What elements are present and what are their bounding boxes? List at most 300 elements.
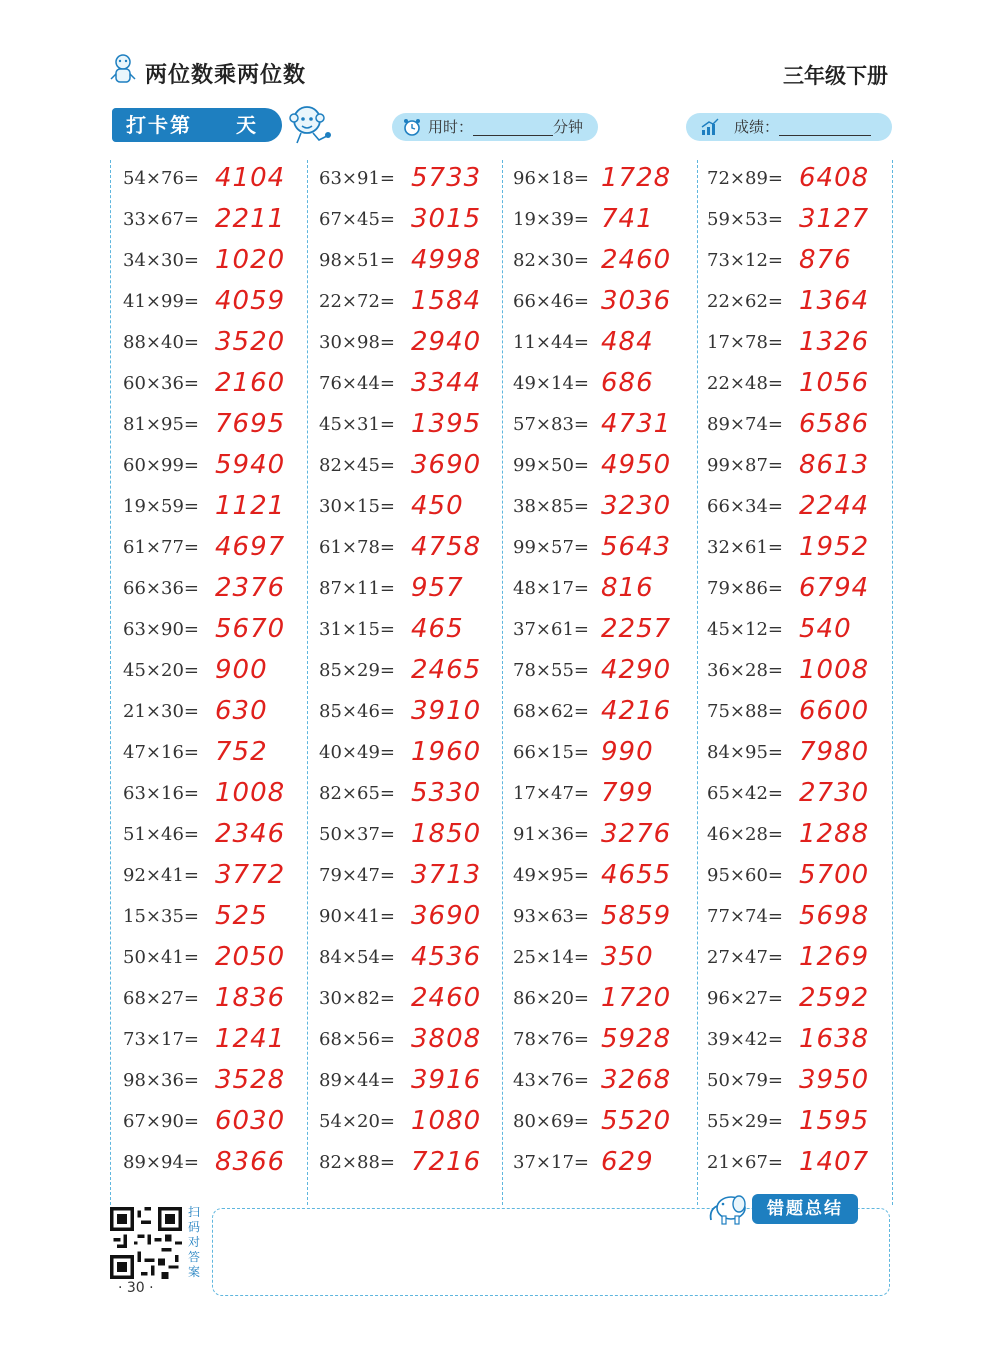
equation: 91×36= xyxy=(513,824,589,845)
equation: 41×99= xyxy=(123,291,199,312)
handwritten-answer: 4758 xyxy=(411,532,482,562)
problem-row xyxy=(123,1021,323,1062)
handwritten-answer: 6030 xyxy=(215,1106,286,1136)
handwritten-answer: 5928 xyxy=(601,1024,672,1054)
handwritten-answer: 4059 xyxy=(215,286,286,316)
problem-row xyxy=(707,447,907,488)
equation: 96×18= xyxy=(513,168,589,189)
equation: 78×76= xyxy=(513,1029,589,1050)
problem-row xyxy=(123,1144,323,1185)
equation: 60×99= xyxy=(123,455,199,476)
equation: 37×61= xyxy=(513,619,589,640)
equation: 50×37= xyxy=(319,824,395,845)
equation: 21×67= xyxy=(707,1152,783,1173)
problem-row xyxy=(707,939,907,980)
equation: 78×55= xyxy=(513,660,589,681)
problem-row xyxy=(319,816,519,857)
equation: 47×16= xyxy=(123,742,199,763)
handwritten-answer: 3910 xyxy=(411,696,482,726)
problem-row xyxy=(707,283,907,324)
problem-row xyxy=(707,324,907,365)
problem-row xyxy=(513,611,713,652)
problem-row xyxy=(513,242,713,283)
handwritten-answer: 630 xyxy=(215,696,268,726)
handwritten-answer: 8613 xyxy=(799,450,870,480)
equation: 89×94= xyxy=(123,1152,199,1173)
handwritten-answer: 5670 xyxy=(215,614,286,644)
handwritten-answer: 3036 xyxy=(601,286,672,316)
handwritten-answer: 3690 xyxy=(411,450,482,480)
equation: 50×41= xyxy=(123,947,199,968)
problem-row xyxy=(707,1144,907,1185)
problem-row xyxy=(123,898,323,939)
handwritten-answer: 2346 xyxy=(215,819,286,849)
problem-row xyxy=(123,1103,323,1144)
equation: 17×47= xyxy=(513,783,589,804)
problem-row xyxy=(319,201,519,242)
handwritten-answer: 1836 xyxy=(215,983,286,1013)
problem-row xyxy=(707,365,907,406)
handwritten-answer: 6600 xyxy=(799,696,870,726)
handwritten-answer: 4950 xyxy=(601,450,672,480)
equation: 55×29= xyxy=(707,1111,783,1132)
handwritten-answer: 876 xyxy=(799,245,852,275)
problem-row xyxy=(513,365,713,406)
problem-row xyxy=(319,242,519,283)
equation: 27×47= xyxy=(707,947,783,968)
problem-row xyxy=(319,447,519,488)
handwritten-answer: 1008 xyxy=(215,778,286,808)
equation: 89×74= xyxy=(707,414,783,435)
problem-row xyxy=(707,775,907,816)
handwritten-answer: 3713 xyxy=(411,860,482,890)
monkey-mascot-icon xyxy=(283,100,333,146)
handwritten-answer: 3808 xyxy=(411,1024,482,1054)
problem-row xyxy=(123,816,323,857)
problem-row xyxy=(513,775,713,816)
handwritten-answer: 6586 xyxy=(799,409,870,439)
equation: 51×46= xyxy=(123,824,199,845)
equation: 67×45= xyxy=(319,209,395,230)
growth-chart-icon xyxy=(700,117,720,137)
handwritten-answer: 1008 xyxy=(799,655,870,685)
problem-row xyxy=(123,857,323,898)
scan-for-answers-label: 扫码对答案 xyxy=(187,1205,200,1279)
handwritten-answer: 5643 xyxy=(601,532,672,562)
problem-row xyxy=(707,857,907,898)
handwritten-answer: 816 xyxy=(601,573,654,603)
problem-row xyxy=(319,611,519,652)
problem-row xyxy=(319,693,519,734)
handwritten-answer: 1720 xyxy=(601,983,672,1013)
problem-row xyxy=(123,775,323,816)
equation: 99×87= xyxy=(707,455,783,476)
problem-row xyxy=(707,529,907,570)
equation: 96×27= xyxy=(707,988,783,1009)
equation: 81×95= xyxy=(123,414,199,435)
equation: 92×41= xyxy=(123,865,199,886)
handwritten-answer: 6794 xyxy=(799,573,870,603)
equation: 98×51= xyxy=(319,250,395,271)
handwritten-answer: 1056 xyxy=(799,368,870,398)
equation: 88×40= xyxy=(123,332,199,353)
handwritten-answer: 3268 xyxy=(601,1065,672,1095)
handwritten-answer: 2160 xyxy=(215,368,286,398)
handwritten-answer: 5330 xyxy=(411,778,482,808)
problem-row xyxy=(123,734,323,775)
handwritten-answer: 3528 xyxy=(215,1065,286,1095)
equation: 61×78= xyxy=(319,537,395,558)
handwritten-answer: 1584 xyxy=(411,286,482,316)
problem-row xyxy=(123,365,323,406)
problem-row xyxy=(513,652,713,693)
equation: 15×35= xyxy=(123,906,199,927)
equation: 22×48= xyxy=(707,373,783,394)
handwritten-answer: 8366 xyxy=(215,1147,286,1177)
handwritten-answer: 2376 xyxy=(215,573,286,603)
equation: 89×44= xyxy=(319,1070,395,1091)
problem-row xyxy=(513,406,713,447)
problem-row xyxy=(707,693,907,734)
time-unit: 分钟 xyxy=(553,118,584,136)
equation: 30×15= xyxy=(319,496,395,517)
problem-row xyxy=(707,242,907,283)
equation: 67×90= xyxy=(123,1111,199,1132)
problem-row xyxy=(123,611,323,652)
handwritten-answer: 1952 xyxy=(799,532,870,562)
problem-row xyxy=(319,365,519,406)
equation: 63×91= xyxy=(319,168,395,189)
problem-row xyxy=(707,1062,907,1103)
equation: 82×88= xyxy=(319,1152,395,1173)
problem-row xyxy=(707,488,907,529)
problem-row xyxy=(319,652,519,693)
equation: 66×34= xyxy=(707,496,783,517)
problem-row xyxy=(319,283,519,324)
handwritten-answer: 3127 xyxy=(799,204,870,234)
problem-row xyxy=(707,570,907,611)
problem-row xyxy=(707,611,907,652)
problem-row xyxy=(513,447,713,488)
equation: 76×44= xyxy=(319,373,395,394)
handwritten-answer: 3276 xyxy=(601,819,672,849)
equation: 34×30= xyxy=(123,250,199,271)
problem-row xyxy=(513,980,713,1021)
equation: 87×11= xyxy=(319,578,395,599)
equation: 66×36= xyxy=(123,578,199,599)
problem-row xyxy=(513,488,713,529)
handwritten-answer: 799 xyxy=(601,778,654,808)
handwritten-answer: 7695 xyxy=(215,409,286,439)
equation: 48×17= xyxy=(513,578,589,599)
handwritten-answer: 1395 xyxy=(411,409,482,439)
mascot-icon xyxy=(108,52,138,88)
problem-row xyxy=(513,1062,713,1103)
problem-row xyxy=(123,283,323,324)
handwritten-answer: 2460 xyxy=(411,983,482,1013)
handwritten-answer: 2730 xyxy=(799,778,870,808)
handwritten-answer: 1288 xyxy=(799,819,870,849)
equation: 54×20= xyxy=(319,1111,395,1132)
equation: 45×20= xyxy=(123,660,199,681)
handwritten-answer: 957 xyxy=(411,573,464,603)
handwritten-answer: 4655 xyxy=(601,860,672,890)
equation: 68×62= xyxy=(513,701,589,722)
handwritten-answer: 1850 xyxy=(411,819,482,849)
equation: 73×17= xyxy=(123,1029,199,1050)
problem-row xyxy=(513,816,713,857)
problem-row xyxy=(707,160,907,201)
handwritten-answer: 1020 xyxy=(215,245,286,275)
equation: 73×12= xyxy=(707,250,783,271)
handwritten-answer: 7216 xyxy=(411,1147,482,1177)
equation: 57×83= xyxy=(513,414,589,435)
alarm-clock-icon xyxy=(402,117,422,137)
page-number: · 30 · xyxy=(118,1280,154,1296)
problem-row xyxy=(123,201,323,242)
problem-row xyxy=(513,693,713,734)
problem-row xyxy=(123,160,323,201)
handwritten-answer: 1638 xyxy=(799,1024,870,1054)
score-label: 成绩： xyxy=(734,118,780,136)
handwritten-answer: 1728 xyxy=(601,163,672,193)
problem-row xyxy=(513,201,713,242)
problem-row xyxy=(319,775,519,816)
problem-row xyxy=(123,488,323,529)
handwritten-answer: 3772 xyxy=(215,860,286,890)
equation: 72×89= xyxy=(707,168,783,189)
equation: 84×54= xyxy=(319,947,395,968)
handwritten-answer: 350 xyxy=(601,942,654,972)
grade-label: 三年级下册 xyxy=(783,64,888,88)
handwritten-answer: 4731 xyxy=(601,409,672,439)
problem-row xyxy=(123,980,323,1021)
handwritten-answer: 7980 xyxy=(799,737,870,767)
handwritten-answer: 900 xyxy=(215,655,268,685)
page-title: 两位数乘两位数 xyxy=(145,63,307,88)
handwritten-answer: 5940 xyxy=(215,450,286,480)
handwritten-answer: 2460 xyxy=(601,245,672,275)
problem-row xyxy=(319,529,519,570)
handwritten-answer: 2592 xyxy=(799,983,870,1013)
handwritten-answer: 465 xyxy=(411,614,464,644)
problem-row xyxy=(513,160,713,201)
handwritten-answer: 2465 xyxy=(411,655,482,685)
handwritten-answer: 629 xyxy=(601,1147,654,1177)
problem-row xyxy=(319,324,519,365)
score-blank[interactable] xyxy=(779,119,871,136)
handwritten-answer: 5733 xyxy=(411,163,482,193)
equation: 75×88= xyxy=(707,701,783,722)
problem-row xyxy=(707,652,907,693)
handwritten-answer: 3690 xyxy=(411,901,482,931)
problem-row xyxy=(319,1144,519,1185)
handwritten-answer: 540 xyxy=(799,614,852,644)
elephant-icon xyxy=(705,1190,755,1226)
problem-row xyxy=(123,693,323,734)
handwritten-answer: 4104 xyxy=(215,163,286,193)
equation: 80×69= xyxy=(513,1111,589,1132)
equation: 66×46= xyxy=(513,291,589,312)
equation: 63×90= xyxy=(123,619,199,640)
problem-row xyxy=(513,283,713,324)
equation: 19×59= xyxy=(123,496,199,517)
equation: 63×16= xyxy=(123,783,199,804)
equation: 99×50= xyxy=(513,455,589,476)
handwritten-answer: 686 xyxy=(601,368,654,398)
handwritten-answer: 5520 xyxy=(601,1106,672,1136)
problem-row xyxy=(319,898,519,939)
qr-code[interactable] xyxy=(110,1207,182,1279)
problem-row xyxy=(707,898,907,939)
handwritten-answer: 484 xyxy=(601,327,654,357)
problem-row xyxy=(707,1021,907,1062)
handwritten-answer: 5700 xyxy=(799,860,870,890)
equation: 46×28= xyxy=(707,824,783,845)
equation: 50×79= xyxy=(707,1070,783,1091)
equation: 43×76= xyxy=(513,1070,589,1091)
problem-row xyxy=(123,570,323,611)
equation: 49×14= xyxy=(513,373,589,394)
problem-row xyxy=(123,1062,323,1103)
problem-row xyxy=(319,488,519,529)
problem-row xyxy=(319,939,519,980)
handwritten-answer: 4290 xyxy=(601,655,672,685)
problem-row xyxy=(123,324,323,365)
equation: 85×46= xyxy=(319,701,395,722)
equation: 61×77= xyxy=(123,537,199,558)
equation: 99×57= xyxy=(513,537,589,558)
problem-row xyxy=(513,939,713,980)
problem-row xyxy=(123,939,323,980)
handwritten-answer: 3950 xyxy=(799,1065,870,1095)
equation: 65×42= xyxy=(707,783,783,804)
problem-row xyxy=(707,980,907,1021)
handwritten-answer: 6408 xyxy=(799,163,870,193)
problem-row xyxy=(123,406,323,447)
equation: 98×36= xyxy=(123,1070,199,1091)
time-blank[interactable] xyxy=(473,119,553,136)
equation: 11×44= xyxy=(513,332,589,353)
problem-row xyxy=(319,1062,519,1103)
problem-row xyxy=(707,406,907,447)
handwritten-answer: 1121 xyxy=(215,491,286,521)
handwritten-answer: 450 xyxy=(411,491,464,521)
problem-row xyxy=(123,242,323,283)
problem-row xyxy=(513,570,713,611)
handwritten-answer: 2211 xyxy=(215,204,286,234)
handwritten-answer: 3916 xyxy=(411,1065,482,1095)
handwritten-answer: 5698 xyxy=(799,901,870,931)
equation: 68×27= xyxy=(123,988,199,1009)
equation: 22×72= xyxy=(319,291,395,312)
handwritten-answer: 4998 xyxy=(411,245,482,275)
problem-row xyxy=(513,1021,713,1062)
handwritten-answer: 1364 xyxy=(799,286,870,316)
handwritten-answer: 525 xyxy=(215,901,268,931)
equation: 77×74= xyxy=(707,906,783,927)
equation: 59×53= xyxy=(707,209,783,230)
problem-row xyxy=(513,734,713,775)
equation: 32×61= xyxy=(707,537,783,558)
handwritten-answer: 1960 xyxy=(411,737,482,767)
problem-row xyxy=(513,529,713,570)
check-in-day-banner: 打卡第 天 xyxy=(112,108,282,142)
problem-row xyxy=(513,857,713,898)
handwritten-answer: 3344 xyxy=(411,368,482,398)
equation: 95×60= xyxy=(707,865,783,886)
handwritten-answer: 2257 xyxy=(601,614,672,644)
equation: 25×14= xyxy=(513,947,589,968)
column-divider xyxy=(110,160,111,1205)
handwritten-answer: 3520 xyxy=(215,327,286,357)
equation: 60×36= xyxy=(123,373,199,394)
equation: 68×56= xyxy=(319,1029,395,1050)
score-field xyxy=(686,113,892,141)
handwritten-answer: 2244 xyxy=(799,491,870,521)
equation: 30×82= xyxy=(319,988,395,1009)
problem-row xyxy=(123,447,323,488)
problem-row xyxy=(123,652,323,693)
handwritten-answer: 1407 xyxy=(799,1147,870,1177)
time-label: 用时： xyxy=(428,118,474,136)
equation: 30×98= xyxy=(319,332,395,353)
equation: 86×20= xyxy=(513,988,589,1009)
handwritten-answer: 1595 xyxy=(799,1106,870,1136)
equation: 33×67= xyxy=(123,209,199,230)
problem-row xyxy=(707,1103,907,1144)
equation: 21×30= xyxy=(123,701,199,722)
problem-row xyxy=(513,898,713,939)
equation: 84×95= xyxy=(707,742,783,763)
problem-row xyxy=(707,734,907,775)
problem-row xyxy=(319,980,519,1021)
equation: 79×47= xyxy=(319,865,395,886)
handwritten-answer: 4216 xyxy=(601,696,672,726)
equation: 90×41= xyxy=(319,906,395,927)
handwritten-answer: 4697 xyxy=(215,532,286,562)
equation: 49×95= xyxy=(513,865,589,886)
equation: 82×65= xyxy=(319,783,395,804)
problem-row xyxy=(319,1021,519,1062)
equation: 31×15= xyxy=(319,619,395,640)
equation: 36×28= xyxy=(707,660,783,681)
time-used-field xyxy=(392,113,598,141)
handwritten-answer: 3230 xyxy=(601,491,672,521)
handwritten-answer: 741 xyxy=(601,204,654,234)
problem-row xyxy=(513,1144,713,1185)
handwritten-answer: 752 xyxy=(215,737,268,767)
equation: 39×42= xyxy=(707,1029,783,1050)
problem-row xyxy=(319,160,519,201)
problem-row xyxy=(319,734,519,775)
problem-row xyxy=(319,406,519,447)
handwritten-answer: 3015 xyxy=(411,204,482,234)
handwritten-answer: 4536 xyxy=(411,942,482,972)
equation: 40×49= xyxy=(319,742,395,763)
handwritten-answer: 5859 xyxy=(601,901,672,931)
equation: 54×76= xyxy=(123,168,199,189)
problem-row xyxy=(319,1103,519,1144)
equation: 38×85= xyxy=(513,496,589,517)
problem-row xyxy=(707,816,907,857)
equation: 37×17= xyxy=(513,1152,589,1173)
equation: 82×30= xyxy=(513,250,589,271)
equation: 85×29= xyxy=(319,660,395,681)
handwritten-answer: 2940 xyxy=(411,327,482,357)
handwritten-answer: 1241 xyxy=(215,1024,286,1054)
equation: 66×15= xyxy=(513,742,589,763)
